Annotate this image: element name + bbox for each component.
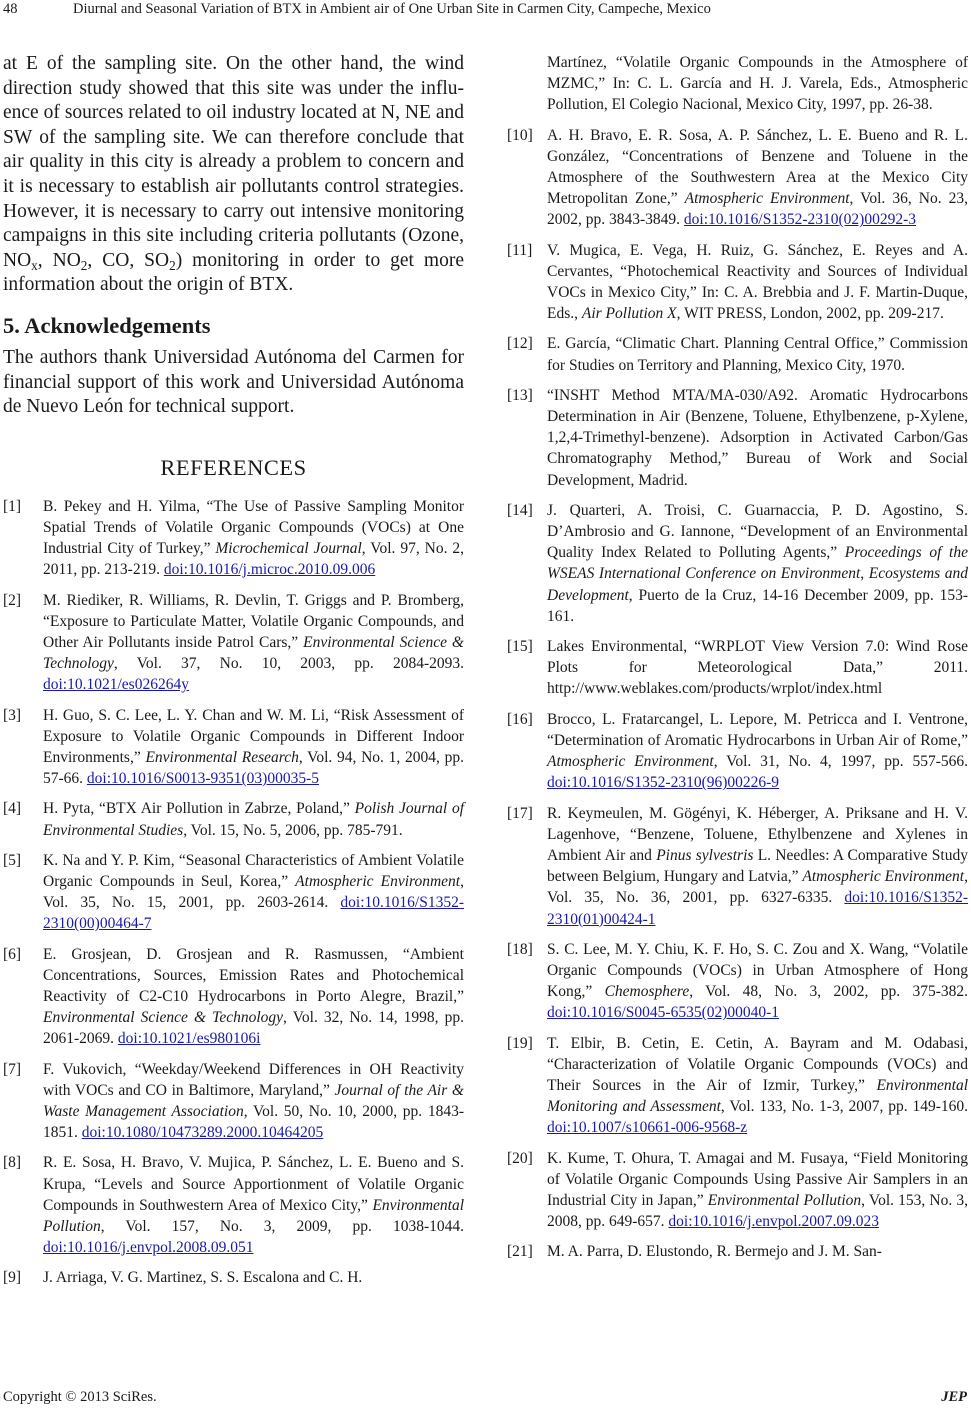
- reference-text: , Vol. 133, No. 1-3, 2007, pp. 149-160.: [720, 1098, 968, 1116]
- acknowledgements-paragraph: The authors thank Universidad Autónoma del Carmen for financial support of this work and Universidad Autónoma de Nuevo León for technical support.: [3, 346, 464, 418]
- reference-item: [507, 240, 968, 325]
- page-number: 48: [3, 1, 18, 17]
- reference-body: [43, 590, 464, 696]
- reference-text: L. Needles: A Comparative Study between Belgium, Hungary and Latvia,”: [547, 846, 968, 886]
- right-column: [507, 52, 968, 1272]
- reference-text: E. Grosjean, D. Grosjean and R. Rasmussen, “Ambient Concentrations, Sources, Emission Rates and Photochemical Reactivity of C2-C10 Hydrocarbons in Porto Alegre, Brazil,”: [43, 945, 464, 1005]
- reference-source-title: Atmospheric Environment: [295, 872, 461, 890]
- reference-source-title: Environmental Science & Technology: [43, 1009, 284, 1027]
- reference-text: , Vol. 35, No. 36, 2001, pp. 6327-6335.: [547, 868, 968, 907]
- reference-source-title: Ecosystems and Development: [547, 565, 969, 604]
- doi-link[interactable]: doi:10.1016/S1352-2310(01)00424-1: [547, 889, 968, 928]
- reference-body: [43, 705, 464, 790]
- reference-item: [507, 803, 968, 930]
- reference-source-title: Environmental Pollution: [707, 1191, 862, 1209]
- doi-link[interactable]: doi:10.1016/j.envpol.2007.09.023: [668, 1213, 879, 1231]
- reference-body: [547, 333, 968, 375]
- reference-source-title: Atmospheric Pollution: [547, 75, 968, 114]
- reference-item: [507, 385, 968, 491]
- reference-item: [3, 705, 464, 790]
- conclusion-paragraph: [3, 52, 464, 298]
- reference-text: , Vol. 50, No. 10, 2000, pp. 1843-1851.: [43, 1103, 464, 1142]
- reference-body: [43, 496, 464, 581]
- reference-source-title: Atmospheric Environment: [684, 190, 850, 208]
- doi-link[interactable]: doi:10.1016/S1352-2310(02)00292-3: [683, 211, 916, 229]
- conclusion-text-c: , CO, SO: [87, 249, 170, 271]
- reference-body: [547, 240, 968, 325]
- reference-text: K. Kume, T. Ohura, T. Amagai and M. Fusaya, “Field Monitoring of Volatile Organic Compounds Using Passive Air Samplers in an Industrial City in Japan,”: [547, 1149, 968, 1209]
- reference-number: [9]: [3, 1269, 22, 1287]
- page-header: [0, 0, 971, 22]
- reference-number: [2]: [3, 591, 22, 609]
- reference-item: [507, 500, 968, 627]
- reference-text: , El Colegio Nacional, Mexico City, 1997, pp. 26-38.: [603, 96, 933, 114]
- reference-item: [507, 125, 968, 231]
- reference-body: [547, 1148, 968, 1233]
- reference-body: [43, 1152, 464, 1258]
- reference-text: , Vol. 97, No. 2, 2011, pp. 213-219.: [43, 540, 465, 579]
- reference-text: S. C. Lee, M. Y. Chiu, K. F. Ho, S. C. Zou and X. Wang, “Volatile Organic Compounds (VOCs) in Urban Atmosphere of Hong Kong,”: [547, 940, 968, 1001]
- reference-body: [547, 803, 968, 930]
- reference-body: [43, 850, 464, 935]
- reference-source-title: Chemosphere: [604, 983, 690, 1001]
- reference-text: H. Pyta, “BTX Air Pollution in Zabrze, Poland,”: [43, 800, 355, 818]
- reference-text: R. Keymeulen, M. Gögényi, K. Héberger, A. Priksane and H. V. Lagenhove, “Benzene, Toluene, Ethylbenzene and Xylenes in Ambient Air and: [547, 804, 968, 864]
- left-column: [3, 52, 464, 1298]
- reference-list-left: [3, 496, 464, 1289]
- reference-number: [18]: [507, 940, 533, 958]
- reference-body: [43, 1059, 464, 1144]
- reference-text: A. H. Bravo, E. R. Sosa, A. P. Sánchez, L. E. Bueno and R. L. González, “Concentrations of Benzene and Toluene in the Atmosphere of the Southwestern Area at the Mexico City Metropolitan Zone,”: [547, 126, 968, 208]
- reference-text: E. García, “Climatic Chart. Planning Central Office,” Commission for Studies on Territory and Planning, Mexico City, 1970.: [547, 335, 968, 374]
- reference-body: [547, 939, 968, 1024]
- reference-number: [13]: [507, 386, 533, 404]
- reference-number: [15]: [507, 638, 533, 656]
- reference-body: [43, 798, 464, 840]
- conclusion-text-d: ) monitoring in order to get more information about the origin of BTX.: [3, 249, 464, 296]
- reference-body: [43, 944, 464, 1050]
- reference-number: [3]: [3, 706, 22, 724]
- reference-source-title: Proceedings of the WSEAS International Conference on Environment: [547, 544, 968, 583]
- doi-link[interactable]: doi:10.1021/es026264y: [43, 676, 189, 694]
- reference-text: , Vol. 35, No. 15, 2001, pp. 2603-2614.: [43, 872, 464, 912]
- reference-text: J. Arriaga, V. G. Martinez, S. S. Escalona and C. H.: [43, 1269, 363, 1287]
- reference-source-title: Microchemical Journal: [215, 540, 362, 558]
- acknowledgements-heading: 5. Acknowledgements: [3, 312, 211, 338]
- reference-text: “INSHT Method MTA/MA-030/A92. Aromatic Hydrocarbons Determination in Air (Benzene, Toluene, Ethylbenzene, p-Xylene, 1,2,4-Trimethyl-benzene). Adsorption in Activated Carbon/Gas Chromatography Method,” Bureau of Work and Social Development, Madrid.: [547, 386, 968, 489]
- reference-text: K. Na and Y. P. Kim, “Seasonal Characteristics of Ambient Volatile Organic Compounds in Seul, Korea,”: [43, 851, 464, 890]
- reference-number: [21]: [507, 1243, 533, 1261]
- reference-item: [3, 590, 464, 696]
- reference-text: R. E. Sosa, H. Bravo, V. Mujica, P. Sánchez, L. E. Bueno and S. Krupa, “Levels and Source Apportionment of Volatile Organic Compounds in Southwestern Area of Mexico City,”: [43, 1154, 464, 1214]
- reference-item: [507, 1033, 968, 1139]
- reference-text: V. Mugica, E. Vega, H. Ruiz, G. Sánchez, E. Reyes and A. Cervantes, “Photochemical Reactivity and Sources of Individual VOCs in Mexico City,” In: C. A. Brebbia and J. F. Martin-Duque, Eds.,: [547, 241, 968, 323]
- reference-number: [19]: [507, 1034, 533, 1052]
- conclusion-text-a: at E of the sampling site. On the other hand, the wind direction study showed that this site was under the influence of sources related to oil industry located at N, NE and SW of the sampling site. We can therefore conclude that air quality in this city is already a problem to concern and it is necessary to establish air pollutants control strategies. However, it is necessary to carry out intensive monitoring campaigns in this site including criteria pollutants (Ozone, NO: [3, 53, 464, 271]
- reference-body: [43, 1267, 464, 1288]
- reference-number: [6]: [3, 945, 22, 963]
- reference-source-title: Atmospheric Environment: [547, 753, 714, 771]
- reference-text: F. Vukovich, “Weekday/Weekend Differences in OH Reactivity with VOCs and CO in Baltimore, Maryland,”: [43, 1060, 464, 1099]
- reference-item: [507, 1241, 968, 1262]
- reference-number: [1]: [3, 497, 22, 515]
- reference-item: [3, 944, 464, 1050]
- url-text: http://www.weblakes.com/products/wrplot/index.html: [547, 680, 883, 698]
- reference-item: [507, 636, 968, 700]
- reference-body: [547, 385, 968, 491]
- reference-text: , Vol. 94, No. 1, 2004, pp. 57-66.: [43, 748, 464, 788]
- reference-number: [20]: [507, 1149, 533, 1167]
- reference-text: B. Pekey and H. Yilma, “The Use of Passive Sampling Monitor Spatial Trends of Volatile Organic Compounds (VOCs) at One Industrial City of Turkey,”: [43, 497, 464, 558]
- reference-source-title: Environmental Pollution: [43, 1196, 464, 1236]
- reference-source-title: Environmental Science & Technology: [43, 633, 464, 673]
- reference-text: , Vol. 31, No. 4, 1997, pp. 557-566.: [713, 753, 969, 771]
- doi-link[interactable]: doi:10.1016/j.microc.2010.09.006: [163, 561, 376, 579]
- reference-text: Brocco, L. Fratarcangel, L. Lepore, M. Petricca and I. Ventrone, “Determination of Aromatic Hydrocarbons in Urban Air of Rome,”: [547, 710, 968, 749]
- reference-text: , Vol. 15, No. 5, 2006, pp. 785-791.: [183, 821, 403, 839]
- doi-link[interactable]: doi:10.1016/S0013-9351(03)00035-5: [86, 770, 319, 788]
- reference-number: [4]: [3, 800, 22, 818]
- doi-link[interactable]: doi:10.1021/es980106i: [117, 1030, 261, 1048]
- reference-source-title: Environmental Research: [145, 748, 299, 766]
- reference-text: H. Guo, S. C. Lee, L. Y. Chan and W. M. Li, “Risk Assessment of Exposure to Volatile Organic Compounds in Different Indoor Environments,”: [43, 706, 464, 766]
- page-footer: [0, 1388, 971, 1410]
- reference-item: [507, 939, 968, 1024]
- doi-link[interactable]: doi:10.1007/s10661-006-9568-z: [547, 1119, 748, 1137]
- reference-text: , WIT PRESS, London, 2002, pp. 209-217.: [676, 305, 944, 323]
- reference-item: [3, 1059, 464, 1144]
- subscript-2: 2: [169, 257, 176, 273]
- reference-item: [3, 850, 464, 935]
- doi-link[interactable]: doi:10.1016/j.envpol.2008.09.051: [43, 1239, 254, 1257]
- subscript-2: 2: [80, 257, 88, 273]
- reference-number: [8]: [3, 1154, 22, 1172]
- subscript-x: x: [31, 257, 38, 273]
- references-heading: REFERENCES: [160, 454, 307, 480]
- doi-link[interactable]: doi:10.1080/10473289.2000.10464205: [81, 1124, 324, 1142]
- reference-body: [547, 1033, 968, 1139]
- reference-body: [547, 125, 968, 231]
- reference-text: M. Riediker, R. Williams, R. Devlin, T. Griggs and P. Bromberg, “Exposure to Particulate Matter, Volatile Organic Compounds, and Other Air Pollutants inside Patrol Cars,”: [43, 591, 464, 651]
- reference-list-right: [507, 125, 968, 1263]
- reference-text: , Vol. 36, No. 23, 2002, pp. 3843-3849.: [547, 190, 968, 229]
- reference-number: [14]: [507, 501, 533, 519]
- reference-text: , Vol. 48, No. 3, 2002, pp. 375-382.: [689, 983, 969, 1001]
- reference-item: [507, 333, 968, 375]
- reference-source-title: Journal of the Air & Waste Management Association: [43, 1081, 464, 1120]
- reference-body: [547, 709, 968, 794]
- conclusion-text-b: , NO: [37, 249, 81, 271]
- reference-source-title: Atmospheric Environment: [802, 868, 965, 886]
- journal-abbreviation: JEP: [941, 1389, 967, 1405]
- doi-link[interactable]: doi:10.1016/S1352-2310(00)00464-7: [43, 894, 464, 933]
- reference-item: [507, 709, 968, 794]
- reference-item: [507, 1148, 968, 1233]
- reference-item: [3, 798, 464, 840]
- copyright-notice: Copyright © 2013 SciRes.: [3, 1389, 157, 1405]
- doi-link[interactable]: doi:10.1016/S1352-2310(96)00226-9: [547, 774, 780, 792]
- reference-body: [547, 636, 968, 700]
- reference-text: , Vol. 157, No. 3, 2009, pp. 1038-1044.: [100, 1218, 464, 1236]
- reference-item: [3, 1267, 464, 1288]
- reference-number: [16]: [507, 710, 533, 728]
- reference-text: , Puerto de la Cruz, 14-16 December 2009, pp. 153-161.: [547, 586, 968, 625]
- reference-text: M. A. Parra, D. Elustondo, R. Bermejo and J. M. San-: [547, 1243, 882, 1261]
- reference-number: [5]: [3, 851, 22, 869]
- reference-number: [11]: [507, 241, 533, 259]
- reference-text: , Vol. 32, No. 14, 1998, pp. 2061-2069.: [43, 1009, 464, 1048]
- reference-body: [547, 500, 968, 627]
- reference-continuation: [507, 52, 968, 116]
- doi-link[interactable]: doi:10.1016/S0045-6535(02)00040-1: [547, 1004, 780, 1022]
- reference-text: J. Quarteri, A. Troisi, C. Guarnaccia, P. D. Agostino, S. D’Ambrosio and G. Iannone, “Development of an Environmental Quality Index Related to Polluting Agents,”: [547, 501, 968, 562]
- reference-item: [3, 1152, 464, 1258]
- reference-text: ,: [860, 565, 869, 583]
- reference-text: , Vol. 153, No. 3, 2008, pp. 649-657.: [547, 1191, 968, 1231]
- reference-source-title: Air Pollution X: [581, 305, 677, 323]
- reference-number: [17]: [507, 804, 533, 822]
- reference-item: [3, 496, 464, 581]
- reference-number: [12]: [507, 335, 533, 353]
- reference-source-title: Pinus sylvestris: [656, 846, 754, 864]
- reference-source-title: Environmental Monitoring and Assessment: [547, 1076, 968, 1116]
- reference-text: T. Elbir, B. Cetin, E. Cetin, A. Bayram and M. Odabasi, “Characterization of Volatile Organic Compounds (VOCs) and Their Sources in the Air of Izmir, Turkey,”: [547, 1034, 968, 1094]
- reference-number: [10]: [507, 126, 533, 144]
- reference-text: , Vol. 37, No. 10, 2003, pp. 2084-2093.: [113, 655, 464, 673]
- running-title: Diurnal and Seasonal Variation of BTX in Ambient air of One Urban Site in Carmen City, Campeche, Mexico: [73, 1, 711, 17]
- reference-number: [7]: [3, 1060, 22, 1078]
- reference-text: Martínez, “Volatile Organic Compounds in the Atmosphere of MZMC,” In: C. L. García and H. J. Varela, Eds.,: [547, 54, 968, 93]
- reference-source-title: Polish Journal of Environmental Studies: [43, 800, 465, 839]
- reference-text: Lakes Environmental, “WRPLOT View Version 7.0: Wind Rose Plots for Meteorological Data,” 2011.: [547, 638, 968, 677]
- reference-body: [547, 1241, 968, 1262]
